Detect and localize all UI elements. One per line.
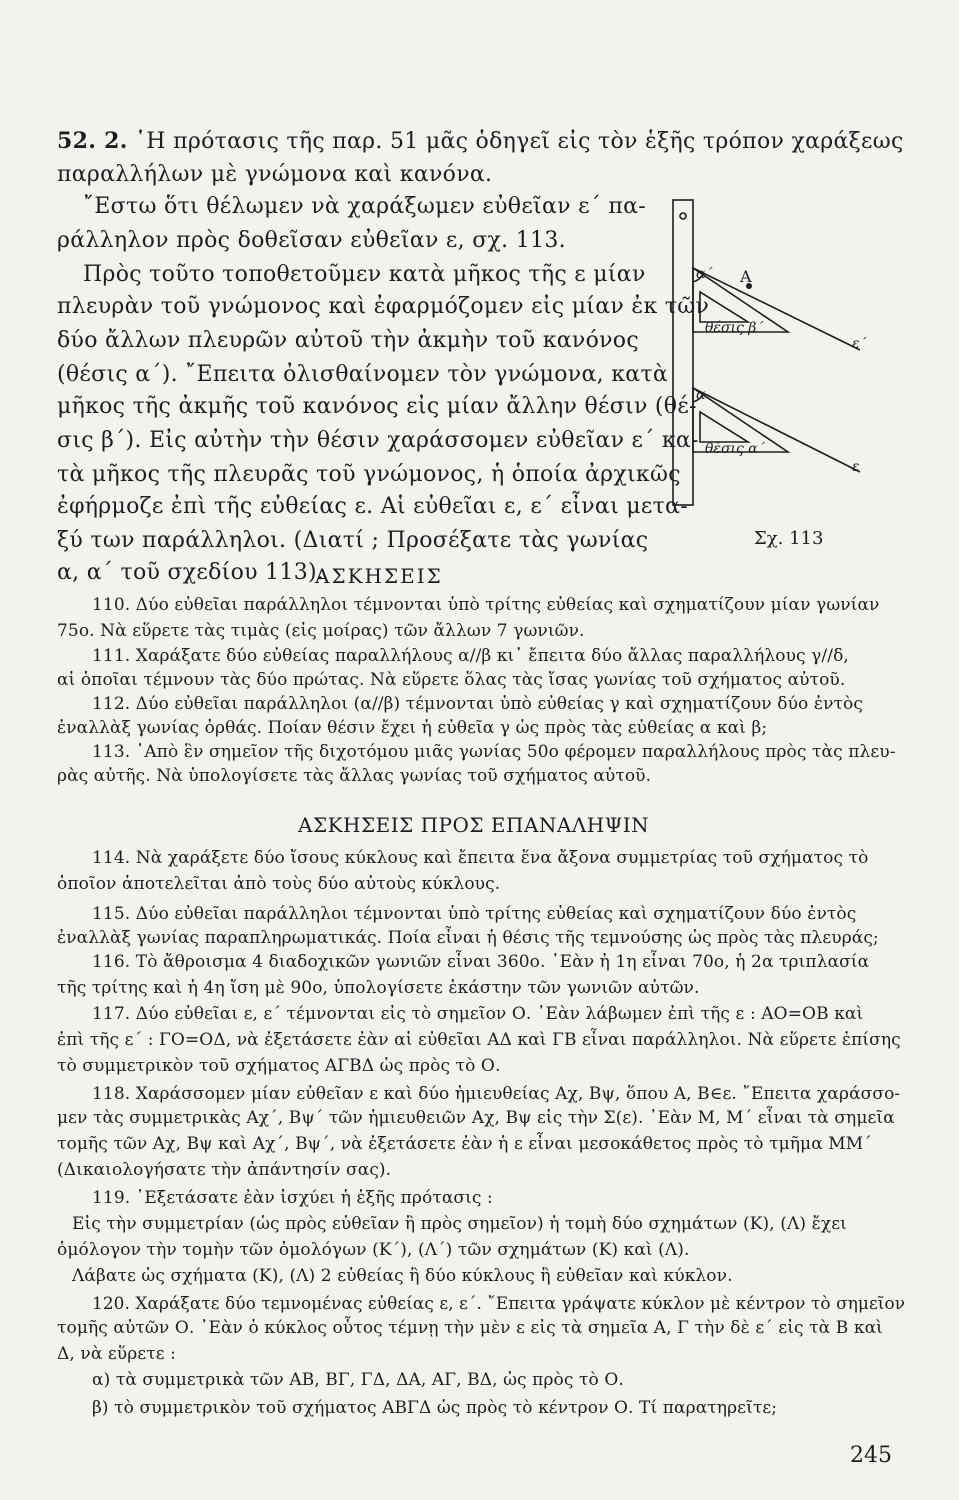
review-line: μεν τὰς συμμετρικὰς Αχ΄, Βψ΄ τῶν ἡμιευθειῶν Αχ, Βψ εἰς τὴν Σ(ε). ᾿Εὰν Μ, Μ΄ εἶναι τὰ σημεῖα xyxy=(57,1108,895,1128)
review-line: 118. Χαράσσομεν μίαν εὐθεῖαν ε καὶ δύο ἡμιευθείας Αχ, Βψ, ὅπου Α, Β∈ε. ῎Επειτα χαράσσο- xyxy=(92,1084,901,1104)
exercise-line: αἱ ὁποῖαι τέμνουν τὰς δύο πρώτας. Νὰ εὕρετε ὅλας τὰς ἴσας γωνίας τοῦ σχήματος αὐτοῦ. xyxy=(57,670,846,690)
exercise-line: 113. ᾿Απὸ ἓν σημεῖον τῆς διχοτόμου μιᾶς γωνίας 50ο φέρομεν παραλλήλους πρὸς τὰς πλευ- xyxy=(92,742,896,762)
review-line: 114. Νὰ χαράξετε δύο ἴσους κύκλους καὶ ἔπειτα ἕνα ἄξονα συμμετρίας τοῦ σχήματος τὸ xyxy=(92,848,869,868)
section-line-2: παραλλήλων μὲ γνώμονα καὶ κανόνα. xyxy=(57,162,493,187)
review-line: τῆς τρίτης καὶ ἡ 4η ἴση μὲ 90ο, ὑπολογίσετε ἑκάστην τῶν γωνιῶν αὐτῶν. xyxy=(57,978,700,998)
review-line: ἐπὶ τῆς ε΄ : ΓΟ=ΟΔ, νὰ ἐξετάσετε ἐὰν αἱ εὐθεῖαι ΑΔ καὶ ΓΒ εἶναι παράλληλοι. Νὰ εὕρετε ἐπίσης xyxy=(57,1030,901,1050)
set-square-b-inner xyxy=(700,292,748,322)
review-line: ὁμόλογον τὴν τομὴν τῶν ὁμολόγων (Κ΄), (Λ΄) τῶν σχημάτων (Κ) καὶ (Λ). xyxy=(57,1240,690,1260)
section-line-4: ράλληλον πρὸς δοθεῖσαν εὐθεῖαν ε, σχ. 113. xyxy=(57,228,566,253)
label-a-lower: α xyxy=(696,387,706,403)
set-square-a-inner xyxy=(700,412,748,442)
label-position-b: θέσις β΄ xyxy=(705,320,764,336)
review-line: ὁποῖον ἀποτελεῖται ἀπὸ τοὺς δύο αὐτοὺς κύκλους. xyxy=(57,874,501,894)
exercise-line: 75ο. Νὰ εὕρετε τὰς τιμὰς (εἰς μοίρας) τῶν ἄλλων 7 γωνιῶν. xyxy=(57,621,585,641)
review-line: τομῆς τῶν Αχ, Βψ καὶ Αχ΄, Βψ΄, νὰ ἐξετάσετε ἐὰν ἡ ε εἶναι μεσοκάθετος πρὸς τὸ τμῆμα ΜΜ΄ xyxy=(57,1134,872,1154)
review-line: ἐναλλὰξ γωνίας παραπληρωματικάς. Ποία εἶναι ἡ θέσις τῆς τεμνούσης ὡς πρὸς τὰς πλευράς; xyxy=(57,928,879,948)
section-line-7: δύο ἄλλων πλευρῶν αὐτοῦ τὴν ἀκμὴν τοῦ κανόνος xyxy=(57,328,639,353)
review-line: Δ, νὰ εὕρετε : xyxy=(57,1344,176,1364)
label-a-marker: α΄ xyxy=(696,266,713,282)
label-position-a: θέσις α΄ xyxy=(705,441,765,457)
section-line-10: σις β΄). Εἰς αὐτὴν τὴν θέσιν χαράσσομεν εὐθεῖαν ε΄ κα- xyxy=(57,428,699,453)
section-line-5: Πρὸς τοῦτο τοποθετοῦμεν κατὰ μῆκος τῆς ε μίαν xyxy=(83,262,646,287)
review-line: τομῆς αὐτῶν Ο. ᾿Εὰν ὁ κύκλος οὗτος τέμνῃ τὴν μὲν ε εἰς τὰ σημεῖα Α, Γ τὴν δὲ ε΄ εἰς τὰ Β καὶ xyxy=(57,1318,883,1338)
line-e-prime xyxy=(693,268,860,350)
exercises-heading: ΑΣΚΗΣΕΙΣ xyxy=(315,564,443,588)
section-line-1: 52. 2. ῾Η πρότασις τῆς παρ. 51 μᾶς ὁδηγεῖ εἰς τὸν ἑξῆς τρόπον χαράξεως xyxy=(57,128,904,154)
review-line: 116. Τὸ ἄθροισμα 4 διαδοχικῶν γωνιῶν εἶναι 360ο. ᾿Εὰν ἡ 1η εἶναι 70ο, ἡ 2α τριπλασία xyxy=(92,952,870,972)
review-line: 115. Δύο εὐθεῖαι παράλληλοι τέμνονται ὑπὸ τρίτης εὐθείας καὶ σχηματίζουν δύο ἐντὸς xyxy=(92,904,857,924)
review-line: 120. Χαράξατε δύο τεμνομένας εὐθείας ε, ε΄. ῎Επειτα γράψατε κύκλον μὲ κέντρον τὸ σημεῖον xyxy=(92,1294,906,1314)
section-line-6: πλευρὰν τοῦ γνώμονος καὶ ἐφαρμόζομεν εἰς μίαν ἐκ τῶν xyxy=(57,294,710,319)
page-number: 245 xyxy=(850,1443,892,1468)
section-line-11: τὰ μῆκος τῆς πλευρᾶς τοῦ γνώμονος, ἡ ὁποία ἀρχικῶς xyxy=(57,462,681,487)
exercise-line: ρὰς αὐτῆς. Νὰ ὑπολογίσετε τὰς ἄλλας γωνίας τοῦ σχήματος αὐτοῦ. xyxy=(57,766,652,786)
label-e-prime: ε΄ xyxy=(852,336,867,352)
exercise-line: ἐναλλὰξ γωνίας ὀρθάς. Ποίαν θέσιν ἔχει ἡ εὐθεῖα γ ὡς πρὸς τὰς εὐθείας α καὶ β; xyxy=(57,718,768,738)
exercise-line: 110. Δύο εὐθεῖαι παράλληλοι τέμνονται ὑπὸ τρίτης εὐθείας καὶ σχηματίζουν μίαν γωνίαν xyxy=(92,595,880,615)
ruler-hole xyxy=(680,213,686,219)
label-e: ε xyxy=(852,459,860,475)
review-line: Εἰς τὴν συμμετρίαν (ὡς πρὸς εὐθεῖαν ἢ πρὸς σημεῖον) ἡ τομὴ δύο σχημάτων (Κ), (Λ) ἔχει xyxy=(72,1214,847,1234)
label-point-a: Α xyxy=(740,267,752,286)
section-line-9: μῆκος τῆς ἀκμῆς τοῦ κανόνος εἰς μίαν ἄλλην θέσιν (θέ- xyxy=(57,394,697,419)
ruler-shape xyxy=(673,200,693,505)
figure-caption: Σχ. 113 xyxy=(754,528,824,549)
section-line-12: ἐφήρμοζε ἐπὶ τῆς εὐθείας ε. Αἱ εὐθεῖαι ε, ε΄ εἶναι μετα- xyxy=(57,494,688,519)
review-line: 117. Δύο εὐθεῖαι ε, ε΄ τέμνονται εἰς τὸ σημεῖον Ο. ᾿Εὰν λάβωμεν ἐπὶ τῆς ε : ΑΟ=ΟΒ καὶ xyxy=(92,1004,864,1024)
review-line: Λάβατε ὡς σχήματα (Κ), (Λ) 2 εὐθείας ἢ δύο κύκλους ἢ εὐθεῖαν καὶ κύκλον. xyxy=(72,1266,733,1286)
review-line: τὸ συμμετρικὸν τοῦ σχήματος ΑΓΒΔ ὡς πρὸς τὸ Ο. xyxy=(57,1056,501,1076)
review-heading: ΑΣΚΗΣΕΙΣ ΠΡΟΣ ΕΠΑΝΑΛΗΨΙΝ xyxy=(298,813,650,837)
exercise-line: 112. Δύο εὐθεῖαι παράλληλοι (α//β) τέμνονται ὑπὸ εὐθείας γ καὶ σχηματίζουν δύο ἐντὸς xyxy=(92,694,863,714)
review-line: 119. ᾿Εξετάσατε ἐὰν ἰσχύει ἡ ἑξῆς πρότασις : xyxy=(92,1188,493,1208)
section-number: 52. 2. xyxy=(57,128,128,154)
section-line-14: α, α΄ τοῦ σχεδίου 113). xyxy=(57,560,325,585)
section-line-3: ῎Εστω ὅτι θέλωμεν νὰ χαράξωμεν εὐθεῖαν ε΄ πα- xyxy=(83,194,647,219)
section-line-13: ξύ των παράλληλοι. (Διατί ; Προσέξατε τὰς γωνίας xyxy=(57,528,649,553)
section-line-8: (θέσις α΄). ῎Επειτα ὀλισθαίνομεν τὸν γνώμονα, κατὰ xyxy=(57,362,669,387)
review-line: (Δικαιολογήσατε τὴν ἀπάντησίν σας). xyxy=(57,1160,392,1180)
review-line: α) τὰ συμμετρικὰ τῶν ΑΒ, ΒΓ, ΓΔ, ΔΑ, ΑΓ, ΒΔ, ὡς πρὸς τὸ Ο. xyxy=(92,1370,624,1390)
line-e xyxy=(693,388,860,472)
exercise-line: 111. Χαράξατε δύο εὐθείας παραλλήλους α//β κι᾿ ἔπειτα δύο ἄλλας παραλλήλους γ//δ, xyxy=(92,646,849,666)
review-line: β) τὸ συμμετρικὸν τοῦ σχήματος ΑΒΓΔ ὡς πρὸς τὸ κέντρον Ο. Τί παρατηρεῖτε; xyxy=(92,1398,778,1418)
